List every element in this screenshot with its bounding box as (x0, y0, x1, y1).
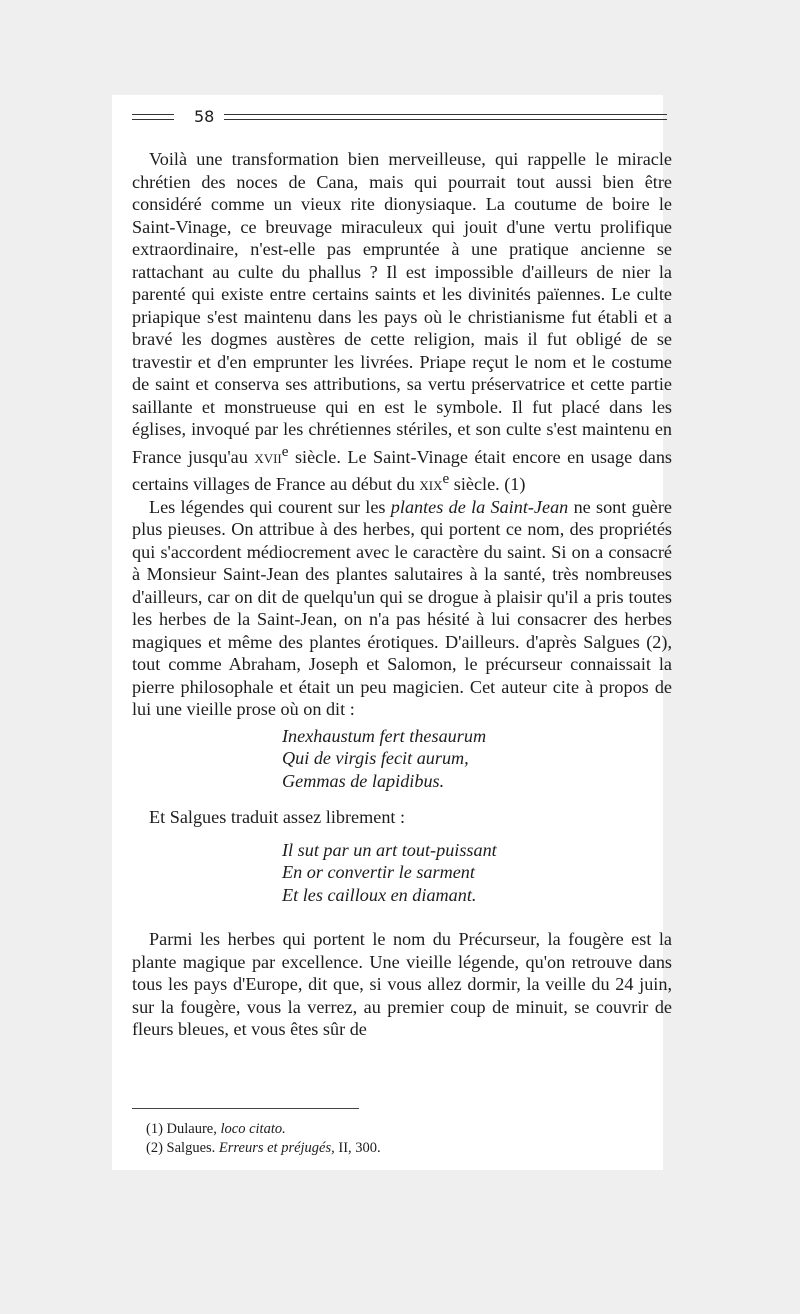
italic-phrase: plantes de la Saint-Jean (390, 496, 569, 517)
main-text (132, 148, 672, 1041)
footnote-1: (1) Dulaure, loco citato. (146, 1121, 286, 1137)
footnote-divider (132, 1108, 359, 1109)
paragraph-2: Les légendes qui courent sur les plantes de la Saint-Jean ne sont guère plus pieuses. On attribue à des herbes, qui portent ce nom, des propriétés qui s'accordent médiocrement avec le caractère du saint. Si on a consacré à Monsieur Saint-Jean des plantes salutaires à la santé, très nombreuses d'ailleurs, car on dit de quelqu'un qui se drogue à plaisir qu'il a pris toutes les herbes de la Saint-Jean, on n'a pas hésité à lui consacrer des herbes magiques et même des plantes érotiques. D'ailleurs. d'après Salgues (2), tout comme Abraham, Joseph et Salomon, le précurseur connaissait la pierre philosophale et était un peu magicien. Cet auteur cite à propos de lui une vieille prose où on dit : (132, 496, 672, 720)
century-19: xix (419, 474, 443, 495)
century-19-sup: e (442, 470, 450, 488)
paragraph-4: Parmi les herbes qui portent le nom du Précurseur, la fougère est la plante magique par excellence. Une vieille légende, qu'on retrouve dans tous les pays d'Europe, dit que, si vous allez dormir, la veille du 24 juin, sur la fougère, vous la verrez, au premier coup de minuit, se couvrir de fleurs bleues, et vous êtes sûr de (132, 929, 672, 1040)
page-header (132, 105, 662, 131)
paragraph-3: Et Salgues traduit assez librement : (149, 807, 406, 828)
header-rule-right-top (224, 114, 667, 115)
verse-french (282, 839, 672, 907)
verse-latin (282, 725, 672, 793)
century-17: xvii (254, 446, 282, 467)
paragraph-1: Voilà une transformation bien merveilleuse, qui rappelle le miracle chrétien des noces de Cana, mais qui pourrait tout aussi bien être considéré comme un vieux rite dionysiaque. La coutume de boire le Saint-Vinage, ce breuvage miraculeux qui jouit d'une vertu prolifique extraordinaire, n'est-elle pas empruntée à une pratique ancienne se rattachant au culte du phallus ? Il est impossible d'ailleurs de nier la parenté qui existe entre certains saints et les divinités païennes. Le culte priapique s'est maintenu dans les pays où le christianisme fut établi et a bravé les dogmes austères de cette religion, mais il fut obligé de se travestir et d'en emprunter les livrées. Priape reçut le nom et le costume de saint et conserva ses attributions, sa vertu préservatrice et cette partie saillante et monstrueuse qui en est le symbole. Il fut placé dans les églises, invoqué par les chrétiennes stériles, et son culte s'est maintenu en France jusqu'au xvii$^e$ siècle. Le Saint-Vinage était encore en usage dans certains villages de France au début du xix$^e$ siècle. (1) (132, 149, 673, 495)
footnotes (146, 1120, 381, 1158)
header-rule-right-bottom (224, 119, 667, 120)
verse-line: En or convertir le sarment (282, 862, 475, 883)
verse-line: Et les cailloux en diamant. (282, 884, 477, 905)
header-rule-left-top (132, 114, 174, 115)
century-17-sup: e (281, 442, 289, 460)
footnote-2: (2) Salgues. Erreurs et préjugés, II, 300. (146, 1140, 381, 1156)
book-page (112, 95, 673, 1170)
header-rule-left-bottom (132, 119, 174, 120)
verse-line: Gemmas de lapidibus. (282, 770, 445, 791)
verse-line: Qui de virgis fecit aurum, (282, 748, 469, 769)
verse-line: Inexhaustum fert thesaurum (282, 725, 487, 746)
verse-line: Il sut par un art tout-puissant (282, 839, 497, 860)
page-number: 58 (194, 107, 215, 126)
